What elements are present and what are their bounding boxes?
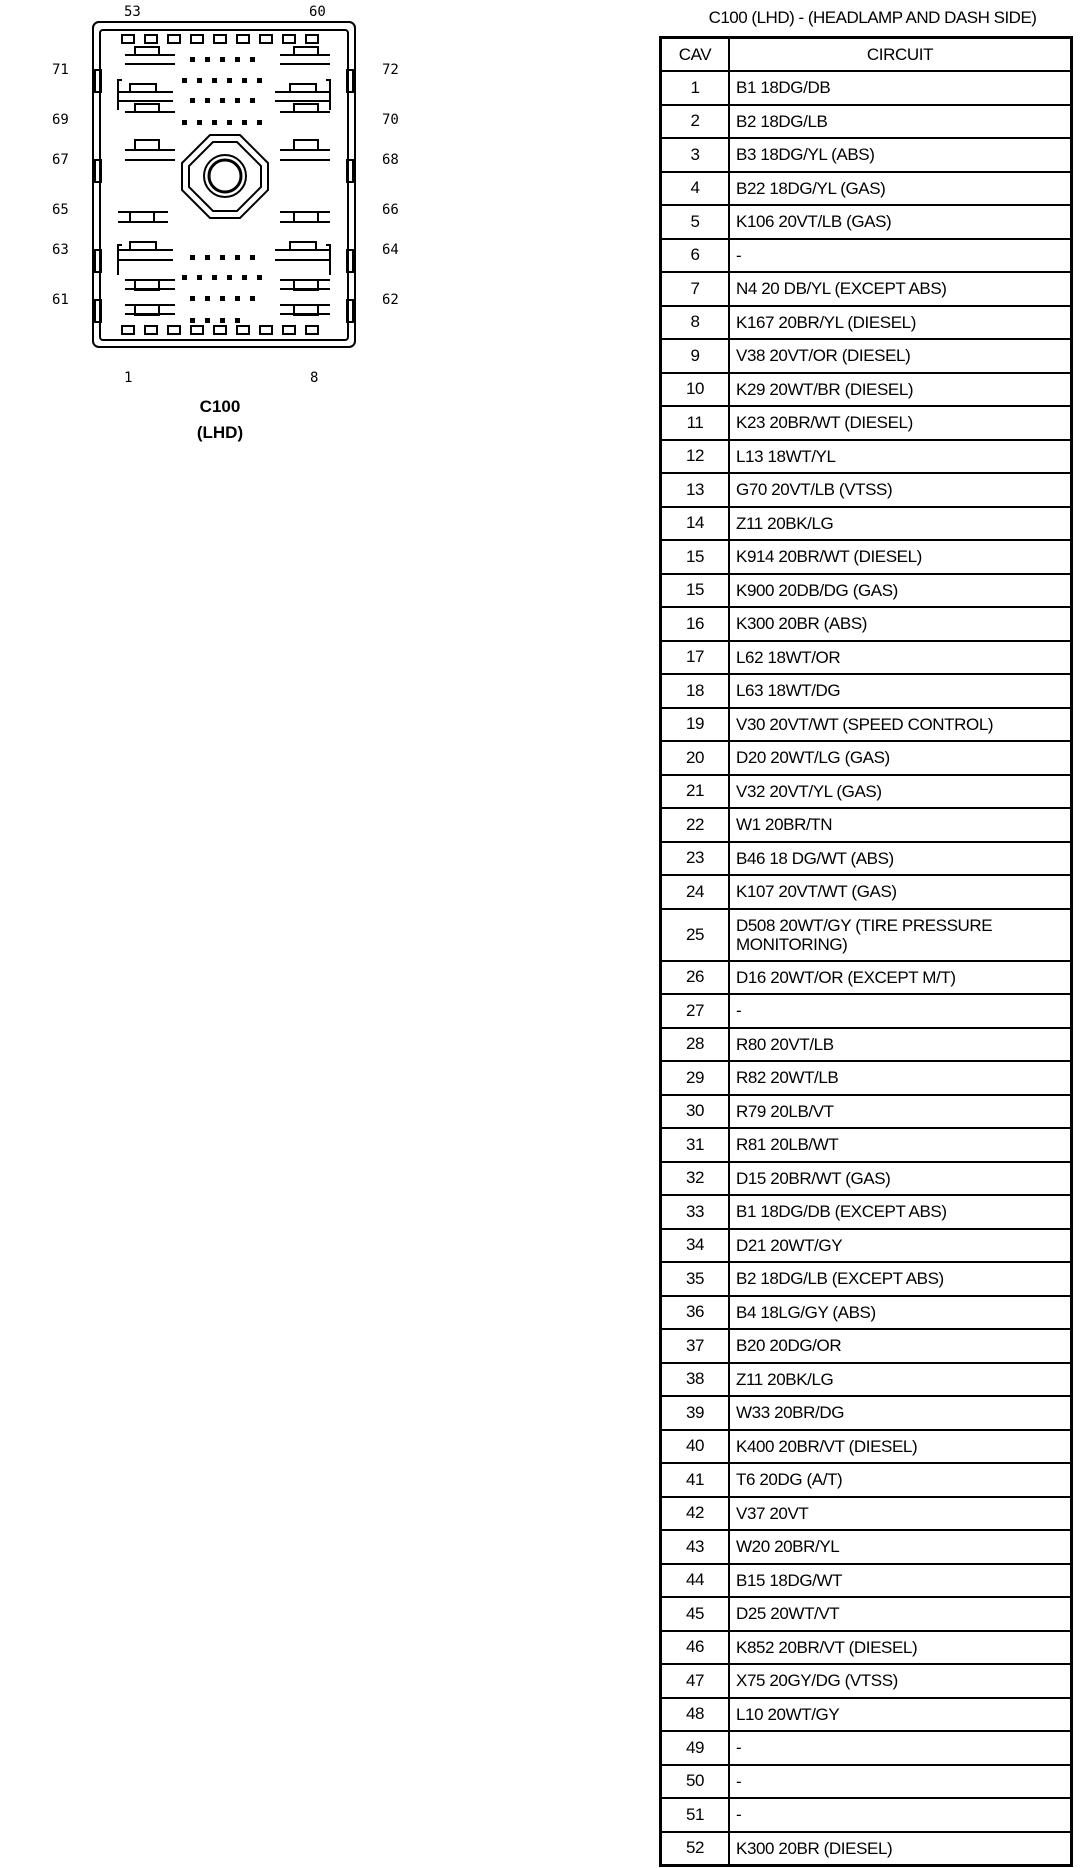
cav-cell: 25 (661, 909, 730, 961)
cav-cell: 3 (661, 138, 730, 172)
circuit-cell: R81 20LB/WT (729, 1128, 1072, 1162)
cav-cell: 28 (661, 1028, 730, 1062)
center-octagon (182, 135, 268, 218)
table-row (661, 994, 1072, 1028)
circuit-cell: B1 18DG/DB (EXCEPT ABS) (729, 1195, 1072, 1229)
table-row (661, 574, 1072, 608)
pin-label-65: 65 (52, 202, 69, 218)
table-row (661, 909, 1072, 961)
circuit-cell: K106 20VT/LB (GAS) (729, 205, 1072, 239)
cav-cell: 23 (661, 842, 730, 876)
pin-label-8: 8 (310, 370, 319, 386)
table-row (661, 741, 1072, 775)
header-circuit: CIRCUIT (729, 38, 1072, 72)
circuit-cell: R82 20WT/LB (729, 1061, 1072, 1095)
cav-cell: 52 (661, 1832, 730, 1866)
table-row (661, 1061, 1072, 1095)
cav-cell: 31 (661, 1128, 730, 1162)
table-row (661, 1798, 1072, 1832)
table-row (661, 71, 1072, 105)
cav-cell: 37 (661, 1329, 730, 1363)
pin-label-62: 62 (382, 292, 399, 308)
circuit-cell: D21 20WT/GY (729, 1229, 1072, 1263)
pin-label-53: 53 (124, 4, 141, 20)
circuit-cell: L62 18WT/OR (729, 641, 1072, 675)
table-row (661, 373, 1072, 407)
table-row (661, 339, 1072, 373)
circuit-cell: - (729, 1731, 1072, 1765)
table-row (661, 1564, 1072, 1598)
cav-cell: 36 (661, 1296, 730, 1330)
cav-cell: 24 (661, 875, 730, 909)
table-row (661, 1597, 1072, 1631)
table-row (661, 1396, 1072, 1430)
table-row (661, 1765, 1072, 1799)
circuit-cell: W20 20BR/YL (729, 1530, 1072, 1564)
table-row (661, 708, 1072, 742)
circuit-cell: R80 20VT/LB (729, 1028, 1072, 1062)
circuit-cell: K300 20BR (DIESEL) (729, 1832, 1072, 1866)
cav-cell: 4 (661, 172, 730, 206)
connector-name: C100 (199, 397, 241, 416)
table-row (661, 138, 1072, 172)
connector-variant: (LHD) (196, 423, 244, 442)
cav-cell: 27 (661, 994, 730, 1028)
circuit-cell: G70 20VT/LB (VTSS) (729, 473, 1072, 507)
circuit-cell: K852 20BR/VT (DIESEL) (729, 1631, 1072, 1665)
table-row (661, 473, 1072, 507)
table-row (661, 272, 1072, 306)
circuit-cell: X75 20GY/DG (VTSS) (729, 1664, 1072, 1698)
table-row (661, 1296, 1072, 1330)
table-row (661, 1832, 1072, 1866)
header-cav: CAV (661, 38, 730, 72)
circuit-cell: B3 18DG/YL (ABS) (729, 138, 1072, 172)
circuit-cell: B20 20DG/OR (729, 1329, 1072, 1363)
cav-cell: 38 (661, 1363, 730, 1397)
table-row (661, 961, 1072, 995)
circuit-cell: D508 20WT/GY (TIRE PRESSURE MONITORING) (729, 909, 1072, 961)
circuit-cell: B2 18DG/LB (729, 105, 1072, 139)
circuit-cell: R79 20LB/VT (729, 1095, 1072, 1129)
cav-cell: 1 (661, 71, 730, 105)
table-row (661, 1698, 1072, 1732)
cav-cell: 11 (661, 406, 730, 440)
circuit-cell: W1 20BR/TN (729, 808, 1072, 842)
circuit-cell: V32 20VT/YL (GAS) (729, 775, 1072, 809)
table-body (661, 71, 1072, 1866)
pin-label-60: 60 (309, 4, 326, 20)
cav-cell: 49 (661, 1731, 730, 1765)
cav-cell: 33 (661, 1195, 730, 1229)
circuit-cell: B22 18DG/YL (GAS) (729, 172, 1072, 206)
cav-cell: 32 (661, 1162, 730, 1196)
cav-cell: 42 (661, 1497, 730, 1531)
cav-cell: 47 (661, 1664, 730, 1698)
pin-label-67: 67 (52, 152, 69, 168)
circuit-cell: L63 18WT/DG (729, 674, 1072, 708)
circuit-cell: K914 20BR/WT (DIESEL) (729, 540, 1072, 574)
table-row (661, 1631, 1072, 1665)
table-row (661, 1530, 1072, 1564)
cav-cell: 22 (661, 808, 730, 842)
pin-label-68: 68 (382, 152, 399, 168)
circuit-cell: V30 20VT/WT (SPEED CONTROL) (729, 708, 1072, 742)
circuit-cell: T6 20DG (A/T) (729, 1463, 1072, 1497)
connector-inner-shell (100, 30, 348, 340)
table-row (661, 875, 1072, 909)
cav-cell: 9 (661, 339, 730, 373)
table-row (661, 808, 1072, 842)
circuit-cell: - (729, 1798, 1072, 1832)
table-row (661, 1329, 1072, 1363)
circuit-cell: L10 20WT/GY (729, 1698, 1072, 1732)
cav-cell: 16 (661, 607, 730, 641)
cav-cell: 46 (661, 1631, 730, 1665)
cav-cell: 39 (661, 1396, 730, 1430)
circuit-cell: V38 20VT/OR (DIESEL) (729, 339, 1072, 373)
circuit-cell: Z11 20BK/LG (729, 1363, 1072, 1397)
circuit-cell: D25 20WT/VT (729, 1597, 1072, 1631)
circuit-cell: B4 18LG/GY (ABS) (729, 1296, 1072, 1330)
circuit-cell: K900 20DB/DG (GAS) (729, 574, 1072, 608)
circuit-cell: K107 20VT/WT (GAS) (729, 875, 1072, 909)
cav-cell: 13 (661, 473, 730, 507)
table-row (661, 205, 1072, 239)
circuit-cell: D16 20WT/OR (EXCEPT M/T) (729, 961, 1072, 995)
cav-cell: 40 (661, 1430, 730, 1464)
table-row (661, 1128, 1072, 1162)
cav-cell: 48 (661, 1698, 730, 1732)
circuit-cell: K300 20BR (ABS) (729, 607, 1072, 641)
cav-cell: 17 (661, 641, 730, 675)
table-row (661, 641, 1072, 675)
table-row (661, 1463, 1072, 1497)
table-row (661, 1095, 1072, 1129)
pin-label-66: 66 (382, 202, 399, 218)
cav-cell: 6 (661, 239, 730, 273)
pin-label-72: 72 (382, 62, 399, 78)
cav-cell: 18 (661, 674, 730, 708)
table-row (661, 842, 1072, 876)
circuit-cell: K400 20BR/VT (DIESEL) (729, 1430, 1072, 1464)
table-row (661, 674, 1072, 708)
pin-label-61: 61 (52, 292, 69, 308)
circuit-cell: K23 20BR/WT (DIESEL) (729, 406, 1072, 440)
circuit-cell: D20 20WT/LG (GAS) (729, 741, 1072, 775)
pin-label-69: 69 (52, 112, 69, 128)
connector-face-diagram (0, 0, 460, 460)
cav-cell: 43 (661, 1530, 730, 1564)
circuit-cell: K167 20BR/YL (DIESEL) (729, 306, 1072, 340)
circuit-cell: W33 20BR/DG (729, 1396, 1072, 1430)
table-row (661, 406, 1072, 440)
table-row (661, 172, 1072, 206)
pin-label-1: 1 (124, 370, 133, 386)
table-row (661, 440, 1072, 474)
circuit-cell: - (729, 1765, 1072, 1799)
circuit-cell: L13 18WT/YL (729, 440, 1072, 474)
table-row (661, 1363, 1072, 1397)
circuit-cell: B2 18DG/LB (EXCEPT ABS) (729, 1262, 1072, 1296)
cav-cell: 34 (661, 1229, 730, 1263)
table-row (661, 1262, 1072, 1296)
cav-cell: 5 (661, 205, 730, 239)
table-row (661, 1430, 1072, 1464)
table-row (661, 1229, 1072, 1263)
table-row (661, 105, 1072, 139)
circuit-cell: N4 20 DB/YL (EXCEPT ABS) (729, 272, 1072, 306)
circuit-cell: - (729, 239, 1072, 273)
table-row (661, 507, 1072, 541)
cav-cell: 12 (661, 440, 730, 474)
cav-cell: 8 (661, 306, 730, 340)
cav-cell: 35 (661, 1262, 730, 1296)
table-row (661, 1497, 1072, 1531)
table-row (661, 607, 1072, 641)
cav-cell: 10 (661, 373, 730, 407)
cav-cell: 15 (661, 540, 730, 574)
circuit-cell: B46 18 DG/WT (ABS) (729, 842, 1072, 876)
table-row (661, 1664, 1072, 1698)
pin-label-71: 71 (52, 62, 69, 78)
circuit-cell: K29 20WT/BR (DIESEL) (729, 373, 1072, 407)
table-row (661, 775, 1072, 809)
cav-cell: 19 (661, 708, 730, 742)
cav-cell: 14 (661, 507, 730, 541)
cav-cell: 20 (661, 741, 730, 775)
circuit-cell: Z11 20BK/LG (729, 507, 1072, 541)
table-row (661, 306, 1072, 340)
circuit-cell: B15 18DG/WT (729, 1564, 1072, 1598)
pin-label-70: 70 (382, 112, 399, 128)
cav-cell: 21 (661, 775, 730, 809)
center-hub-inner (209, 160, 241, 192)
circuit-cell: D15 20BR/WT (GAS) (729, 1162, 1072, 1196)
cav-cell: 44 (661, 1564, 730, 1598)
cav-cell: 26 (661, 961, 730, 995)
table-row (661, 239, 1072, 273)
table-row (661, 1195, 1072, 1229)
cav-cell: 45 (661, 1597, 730, 1631)
table-row (661, 1028, 1072, 1062)
cav-cell: 50 (661, 1765, 730, 1799)
pin-label-63: 63 (52, 242, 69, 258)
circuit-table (659, 36, 1073, 1867)
cav-cell: 41 (661, 1463, 730, 1497)
table-title: C100 (LHD) - (HEADLAMP AND DASH SIDE) (708, 8, 1037, 27)
circuit-cell: - (729, 994, 1072, 1028)
cav-cell: 15 (661, 574, 730, 608)
cav-cell: 29 (661, 1061, 730, 1095)
table-row (661, 1731, 1072, 1765)
table-header-row (661, 38, 1072, 72)
circuit-cell: B1 18DG/DB (729, 71, 1072, 105)
table-row (661, 540, 1072, 574)
circuit-cell: V37 20VT (729, 1497, 1072, 1531)
table-row (661, 1162, 1072, 1196)
cav-cell: 51 (661, 1798, 730, 1832)
pin-label-64: 64 (382, 242, 399, 258)
cav-cell: 30 (661, 1095, 730, 1129)
cav-cell: 2 (661, 105, 730, 139)
cav-cell: 7 (661, 272, 730, 306)
